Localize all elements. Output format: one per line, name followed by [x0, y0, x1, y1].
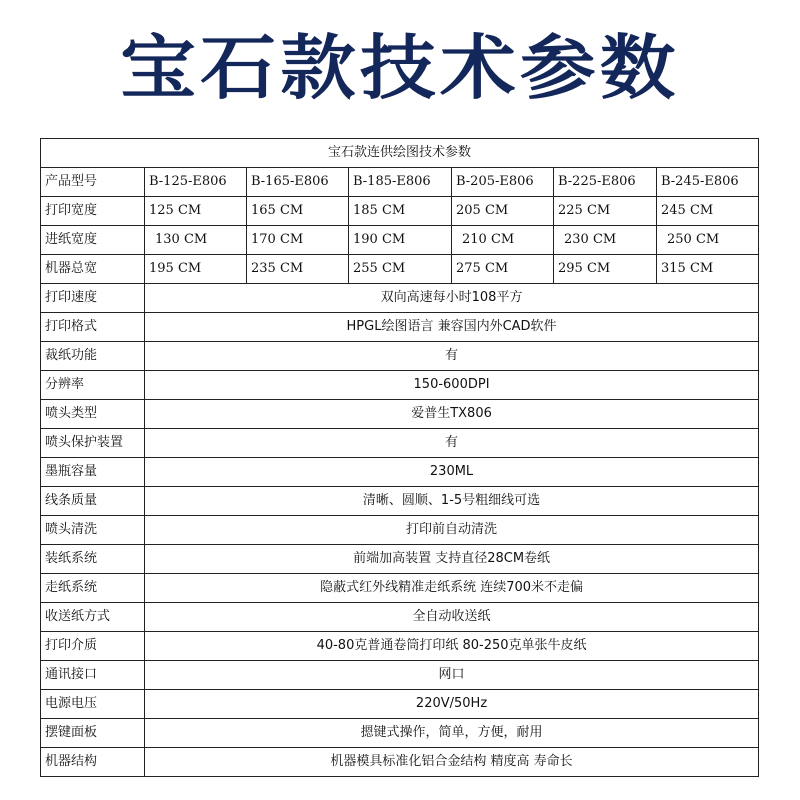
- spec-row: [41, 342, 759, 371]
- spec-value: 40-80克普通卷筒打印纸 80-250克单张牛皮纸: [145, 632, 759, 661]
- model-cell: B-165-E806: [247, 168, 349, 197]
- spec-row: [41, 748, 759, 777]
- spec-table: [40, 138, 759, 777]
- caption-row: [41, 139, 759, 168]
- print-width-label: 打印宽度: [41, 197, 145, 226]
- feed-width-cell: 230 CM: [554, 226, 657, 255]
- spec-row: [41, 690, 759, 719]
- spec-row: [41, 603, 759, 632]
- feed-width-cell: 210 CM: [452, 226, 554, 255]
- spec-label: 收送纸方式: [41, 603, 145, 632]
- spec-row: [41, 661, 759, 690]
- spec-label: 喷头保护装置: [41, 429, 145, 458]
- spec-row: [41, 632, 759, 661]
- spec-row: [41, 371, 759, 400]
- spec-value: 网口: [145, 661, 759, 690]
- model-cell: B-185-E806: [349, 168, 452, 197]
- spec-label: 线条质量: [41, 487, 145, 516]
- machine-width-cell: 295 CM: [554, 255, 657, 284]
- model-cell: B-125-E806: [145, 168, 247, 197]
- machine-width-label: 机器总宽: [41, 255, 145, 284]
- spec-label: 通讯接口: [41, 661, 145, 690]
- spec-value: 摁键式操作，简单，方便，耐用: [145, 719, 759, 748]
- model-row: [41, 168, 759, 197]
- model-cell: B-205-E806: [452, 168, 554, 197]
- spec-label: 打印速度: [41, 284, 145, 313]
- spec-row: [41, 545, 759, 574]
- spec-row: [41, 719, 759, 748]
- spec-row: [41, 429, 759, 458]
- machine-width-cell: 275 CM: [452, 255, 554, 284]
- spec-label: 打印格式: [41, 313, 145, 342]
- spec-value: 有: [145, 429, 759, 458]
- spec-row: [41, 516, 759, 545]
- spec-label: 打印介质: [41, 632, 145, 661]
- spec-label: 摆键面板: [41, 719, 145, 748]
- title-banner: [0, 18, 800, 118]
- spec-label: 机器结构: [41, 748, 145, 777]
- print-width-cell: 205 CM: [452, 197, 554, 226]
- feed-width-cell: 250 CM: [657, 226, 759, 255]
- spec-label: 裁纸功能: [41, 342, 145, 371]
- page-title: 宝石款技术参数: [120, 27, 680, 109]
- feed-width-label: 进纸宽度: [41, 226, 145, 255]
- print-width-cell: 185 CM: [349, 197, 452, 226]
- spec-value: 机器模具标准化铝合金结构 精度高 寿命长: [145, 748, 759, 777]
- model-label: 产品型号: [41, 168, 145, 197]
- spec-value: 爱普生TX806: [145, 400, 759, 429]
- spec-value: 双向高速每小时108平方: [145, 284, 759, 313]
- print-width-row: [41, 197, 759, 226]
- spec-value: 220V/50Hz: [145, 690, 759, 719]
- machine-width-cell: 255 CM: [349, 255, 452, 284]
- spec-value: 150-600DPI: [145, 371, 759, 400]
- spec-row: [41, 400, 759, 429]
- spec-row: [41, 458, 759, 487]
- feed-width-row: [41, 226, 759, 255]
- spec-value: 全自动收送纸: [145, 603, 759, 632]
- feed-width-cell: 170 CM: [247, 226, 349, 255]
- spec-label: 走纸系统: [41, 574, 145, 603]
- spec-row: [41, 487, 759, 516]
- spec-value: 有: [145, 342, 759, 371]
- print-width-cell: 245 CM: [657, 197, 759, 226]
- spec-value: 打印前自动清洗: [145, 516, 759, 545]
- spec-value: HPGL绘图语言 兼容国内外CAD软件: [145, 313, 759, 342]
- spec-row: [41, 284, 759, 313]
- spec-value: 前端加高装置 支持直径28CM卷纸: [145, 545, 759, 574]
- machine-width-row: [41, 255, 759, 284]
- spec-label: 装纸系统: [41, 545, 145, 574]
- table-caption: 宝石款连供绘图技术参数: [41, 139, 759, 168]
- spec-value: 230ML: [145, 458, 759, 487]
- print-width-cell: 165 CM: [247, 197, 349, 226]
- machine-width-cell: 195 CM: [145, 255, 247, 284]
- feed-width-cell: 190 CM: [349, 226, 452, 255]
- spec-label: 喷头清洗: [41, 516, 145, 545]
- spec-row: [41, 313, 759, 342]
- spec-row: [41, 574, 759, 603]
- print-width-cell: 125 CM: [145, 197, 247, 226]
- spec-label: 墨瓶容量: [41, 458, 145, 487]
- machine-width-cell: 315 CM: [657, 255, 759, 284]
- spec-value: 清晰、圆顺、1-5号粗细线可选: [145, 487, 759, 516]
- model-cell: B-225-E806: [554, 168, 657, 197]
- spec-label: 喷头类型: [41, 400, 145, 429]
- print-width-cell: 225 CM: [554, 197, 657, 226]
- spec-label: 分辨率: [41, 371, 145, 400]
- spec-value: 隐蔽式红外线精准走纸系统 连续700米不走偏: [145, 574, 759, 603]
- feed-width-cell: 130 CM: [145, 226, 247, 255]
- spec-label: 电源电压: [41, 690, 145, 719]
- model-cell: B-245-E806: [657, 168, 759, 197]
- machine-width-cell: 235 CM: [247, 255, 349, 284]
